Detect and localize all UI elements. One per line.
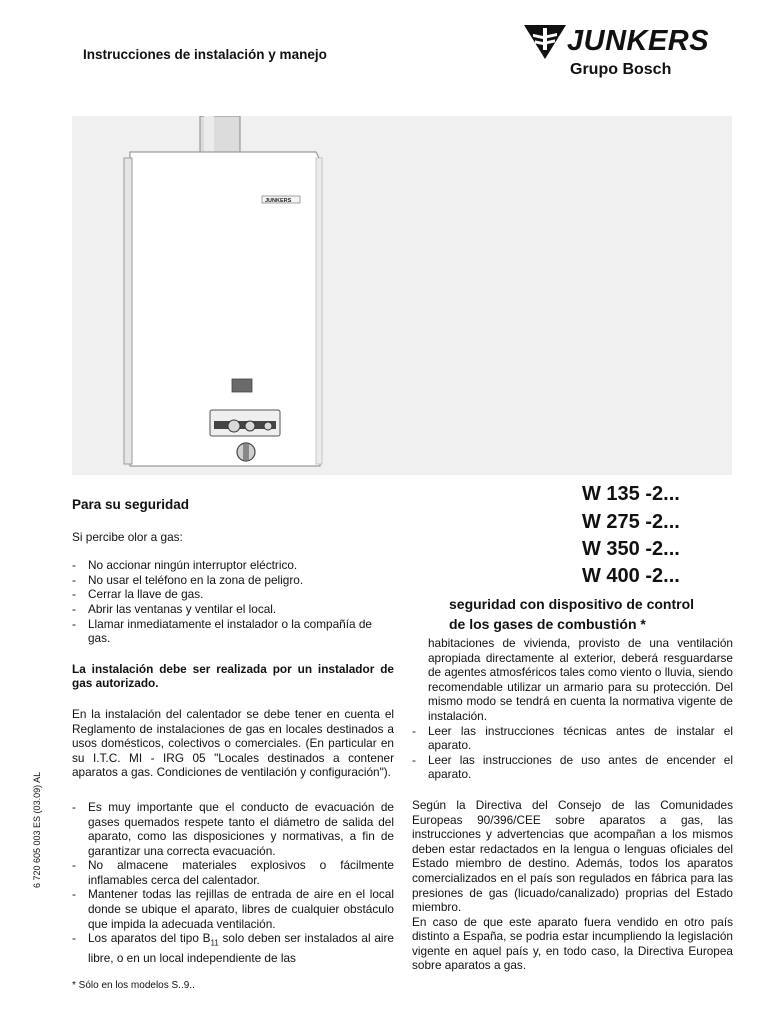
list-item: - Los aparatos del tipo $B_{11}$ solo deben ser instalados al aire libre, o en un local independiente de las <box>72 931 394 966</box>
list-item: - Leer las instrucciones técnicas antes de instalar el aparato. <box>412 724 733 753</box>
list-item: - Es muy importante que el conducto de evacuación de gases quemados respete tanto el diámetro de salida del aparato, como las disposiciones y normativas, a fin de garantizar una correcta evacuación. <box>72 800 394 858</box>
junkers-emblem-icon <box>524 25 566 59</box>
continuation-paragraph: habitaciones de vivienda, provisto de una ventilación apropiada directamente al exterior, deberá resguardarse de agentes atmosféricos tales como viento o lluvia, siendo recomendable utilizar un armario para su protección. Del mismo modo se tendrá en cuenta la normativa vigente de instalación. <box>428 636 733 723</box>
list-item: - No usar el teléfono en la zona de peligro. <box>72 573 394 588</box>
installer-note: La instalación debe ser realizada por un instalador de gas autorizado. <box>72 661 394 691</box>
model-name: W 400 -2... <box>582 565 680 587</box>
brand-subtitle: Grupo Bosch <box>570 61 672 78</box>
model-name: W 275 -2... <box>582 511 680 533</box>
list-item: - Mantener todas las rejillas de entrada de aire en el local donde se ubique el aparato, libres de cualquier obstáculo que impida la adecuada ventilación. <box>72 887 394 931</box>
safety-list <box>72 800 394 966</box>
footnote: * Sólo en los modelos S..9.. <box>72 980 195 991</box>
brand-name: JUNKERS <box>567 25 710 57</box>
list-item: - Leer las instrucciones de uso antes de encender el aparato. <box>412 753 733 782</box>
section-heading: Para su seguridad <box>72 497 190 512</box>
model-name: W 135 -2... <box>582 483 680 505</box>
gas-smell-list <box>72 558 394 646</box>
instructions-list <box>412 724 733 782</box>
product-subtitle: seguridad con dispositivo de control de los gases de combustión * <box>449 596 695 632</box>
list-item: - Abrir las ventanas y ventilar el local. <box>72 602 394 617</box>
right-column <box>412 636 733 973</box>
left-column <box>72 498 394 966</box>
list-item: - Cerrar la llave de gas. <box>72 587 394 602</box>
intro-text: Si percibe olor a gas: <box>72 529 183 544</box>
water-heater-illustration <box>72 116 732 475</box>
product-photo <box>72 116 732 475</box>
export-paragraph: En caso de que este aparato fuera vendido en otro país distinto a España, se podria estar incumpliendo la legislación vigente en aquel país y, en todo caso, la Directiva Europea sobre aparatos a gas. <box>412 914 733 973</box>
heater-brand-label: JUNKERS <box>265 198 292 204</box>
document-code: 6 720 605 003 ES (03.09) AL <box>32 771 42 888</box>
list-item: - No almacene materiales explosivos o fácilmente inflamables cerca del calentador. <box>72 858 394 887</box>
list-item: - Llamar inmediatamente el instalador o la compañía de gas. <box>72 617 394 646</box>
list-item: - No accionar ningún interruptor eléctrico. <box>72 558 394 573</box>
document-title: Instrucciones de instalación y manejo <box>83 47 327 62</box>
junkers-logo <box>524 24 736 84</box>
regulation-paragraph: En la instalación del calentador se debe tener en cuenta el Reglamento de instalaciones de gas en locales destinados a usos domésticos, colectivos o comerciales. (En particular en su I.T.C. MI - IRG 05 "Locales destinados a contener aparatos a gas. Condiciones de ventilación y configuración"). <box>72 706 394 780</box>
model-name: W 350 -2... <box>582 538 680 560</box>
directive-paragraph: Según la Directiva del Consejo de las Comunidades Europeas 90/396/CEE sobre aparatos a gas, las instrucciones y advertencias que acompañan a los mismos deben estar redactados en la lengua o lenguas oficiales del Estado miembro de destino. Además, todos los aparatos comercializados en el país son regulados en fábrica para las presiones de gas (licuado/canalizado) proprias del Estado miembro. <box>412 797 733 915</box>
